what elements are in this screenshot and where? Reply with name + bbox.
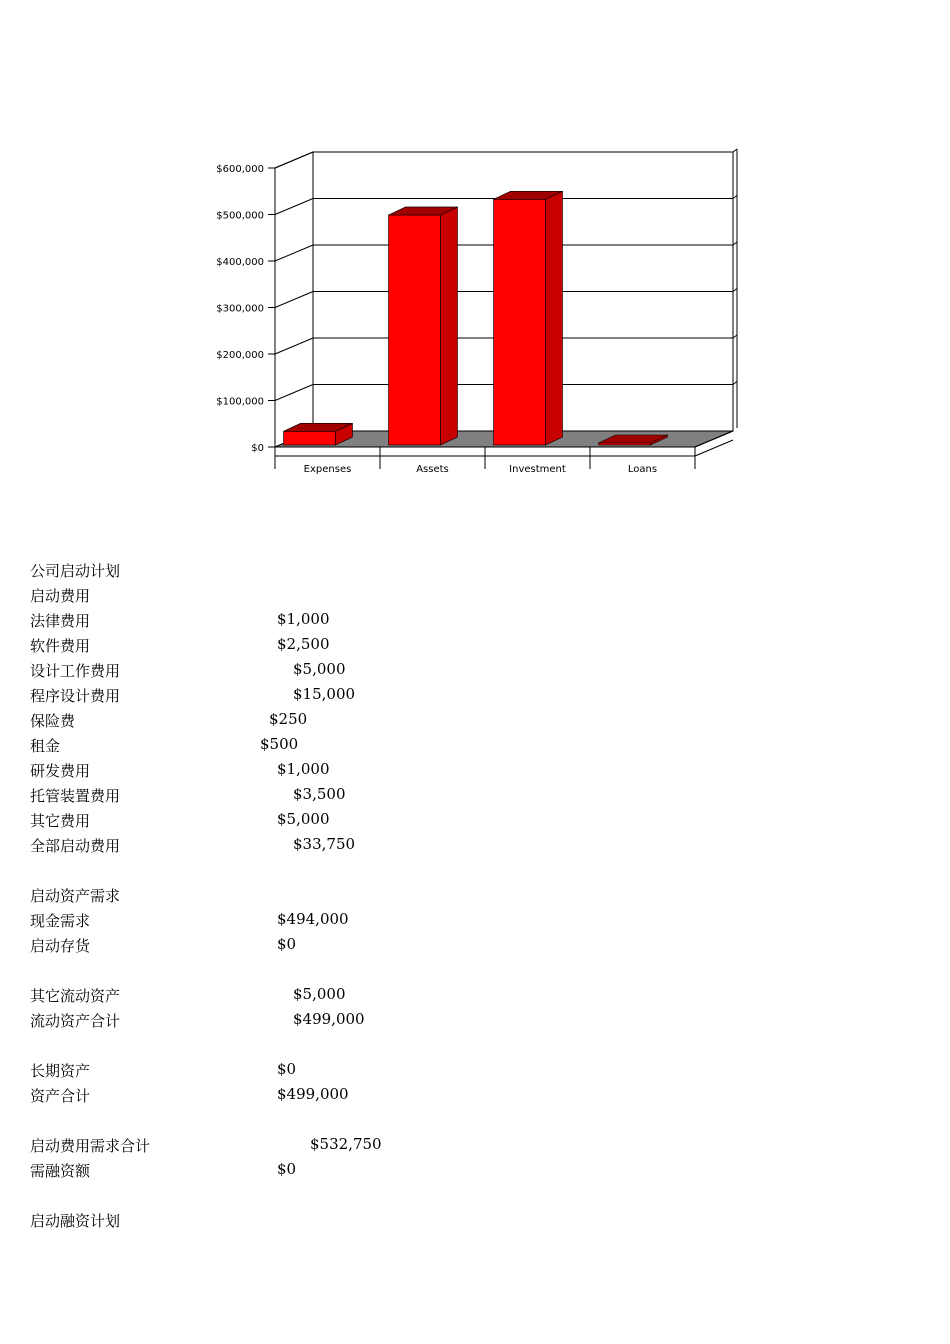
row-value: $5,000 (293, 660, 346, 678)
row-value: $2,500 (277, 635, 330, 653)
row-label: 公司启动计划 (30, 562, 121, 580)
gridline-end (733, 335, 737, 338)
row-value: $0 (277, 1060, 297, 1078)
row-label: 程序设计费用 (30, 687, 121, 705)
row-value: $494,000 (277, 910, 349, 928)
bar-expenses (284, 431, 336, 445)
startup-chart (0, 0, 950, 500)
bar-side (546, 191, 563, 445)
row-label: 启动费用 (30, 587, 91, 605)
row-label: 软件费用 (30, 637, 91, 655)
x-tick-label: Investment (509, 464, 566, 475)
row-label: 资产合计 (30, 1087, 91, 1105)
y-tick-label: $0 (251, 443, 264, 454)
row-label: 其它流动资产 (30, 987, 121, 1005)
row-value: $1,000 (277, 610, 330, 628)
row-label: 流动资产合计 (30, 1012, 121, 1030)
row-value: $250 (269, 710, 308, 728)
row-value: $532,750 (310, 1135, 382, 1153)
row-label: 托管装置费用 (30, 787, 121, 805)
y-tick-label: $300,000 (216, 303, 264, 315)
row-label: 全部启动费用 (30, 837, 121, 855)
row-label: 保险费 (30, 712, 76, 730)
row-label: 研发费用 (30, 762, 91, 780)
gridline-end (733, 149, 737, 152)
bar-side (441, 207, 458, 445)
row-label: 长期资产 (30, 1062, 91, 1080)
row-value: $0 (277, 935, 297, 953)
row-label: 启动费用需求合计 (30, 1137, 151, 1155)
row-label: 启动存货 (30, 937, 91, 955)
row-value: $499,000 (293, 1010, 365, 1028)
x-tick-label: Assets (416, 464, 449, 475)
y-tick-label: $400,000 (216, 257, 264, 268)
x-tick-label: Expenses (303, 464, 352, 475)
y-tick-label: $200,000 (216, 350, 264, 361)
row-value: $5,000 (293, 985, 346, 1003)
gridline-end (733, 196, 737, 199)
row-value: $0 (277, 1160, 297, 1178)
row-label: 启动融资计划 (30, 1212, 121, 1230)
row-label: 法律费用 (30, 612, 91, 630)
row-label: 启动资产需求 (30, 887, 121, 905)
y-tick-label: $500,000 (216, 210, 264, 222)
row-label: 租金 (30, 737, 61, 755)
row-value: $3,500 (293, 785, 346, 803)
y-tick-label: $600,000 (216, 164, 264, 175)
row-label: 现金需求 (30, 912, 91, 930)
row-value: $33,750 (293, 835, 356, 853)
bar-assets (389, 215, 441, 445)
gridline-end (733, 289, 737, 292)
row-label: 其它费用 (30, 812, 91, 830)
y-tick-label: $100,000 (216, 396, 264, 408)
row-value: $15,000 (293, 685, 356, 703)
row-value: $500 (260, 735, 299, 753)
row-label: 设计工作费用 (30, 662, 121, 680)
x-tick-label: Loans (627, 464, 658, 475)
row-label: 需融资额 (30, 1162, 91, 1180)
gridline-end (733, 382, 737, 385)
gridline-end (733, 242, 737, 245)
row-value: $1,000 (277, 760, 330, 778)
row-value: $499,000 (277, 1085, 349, 1103)
bar-investment (494, 199, 546, 445)
row-value: $5,000 (277, 810, 330, 828)
